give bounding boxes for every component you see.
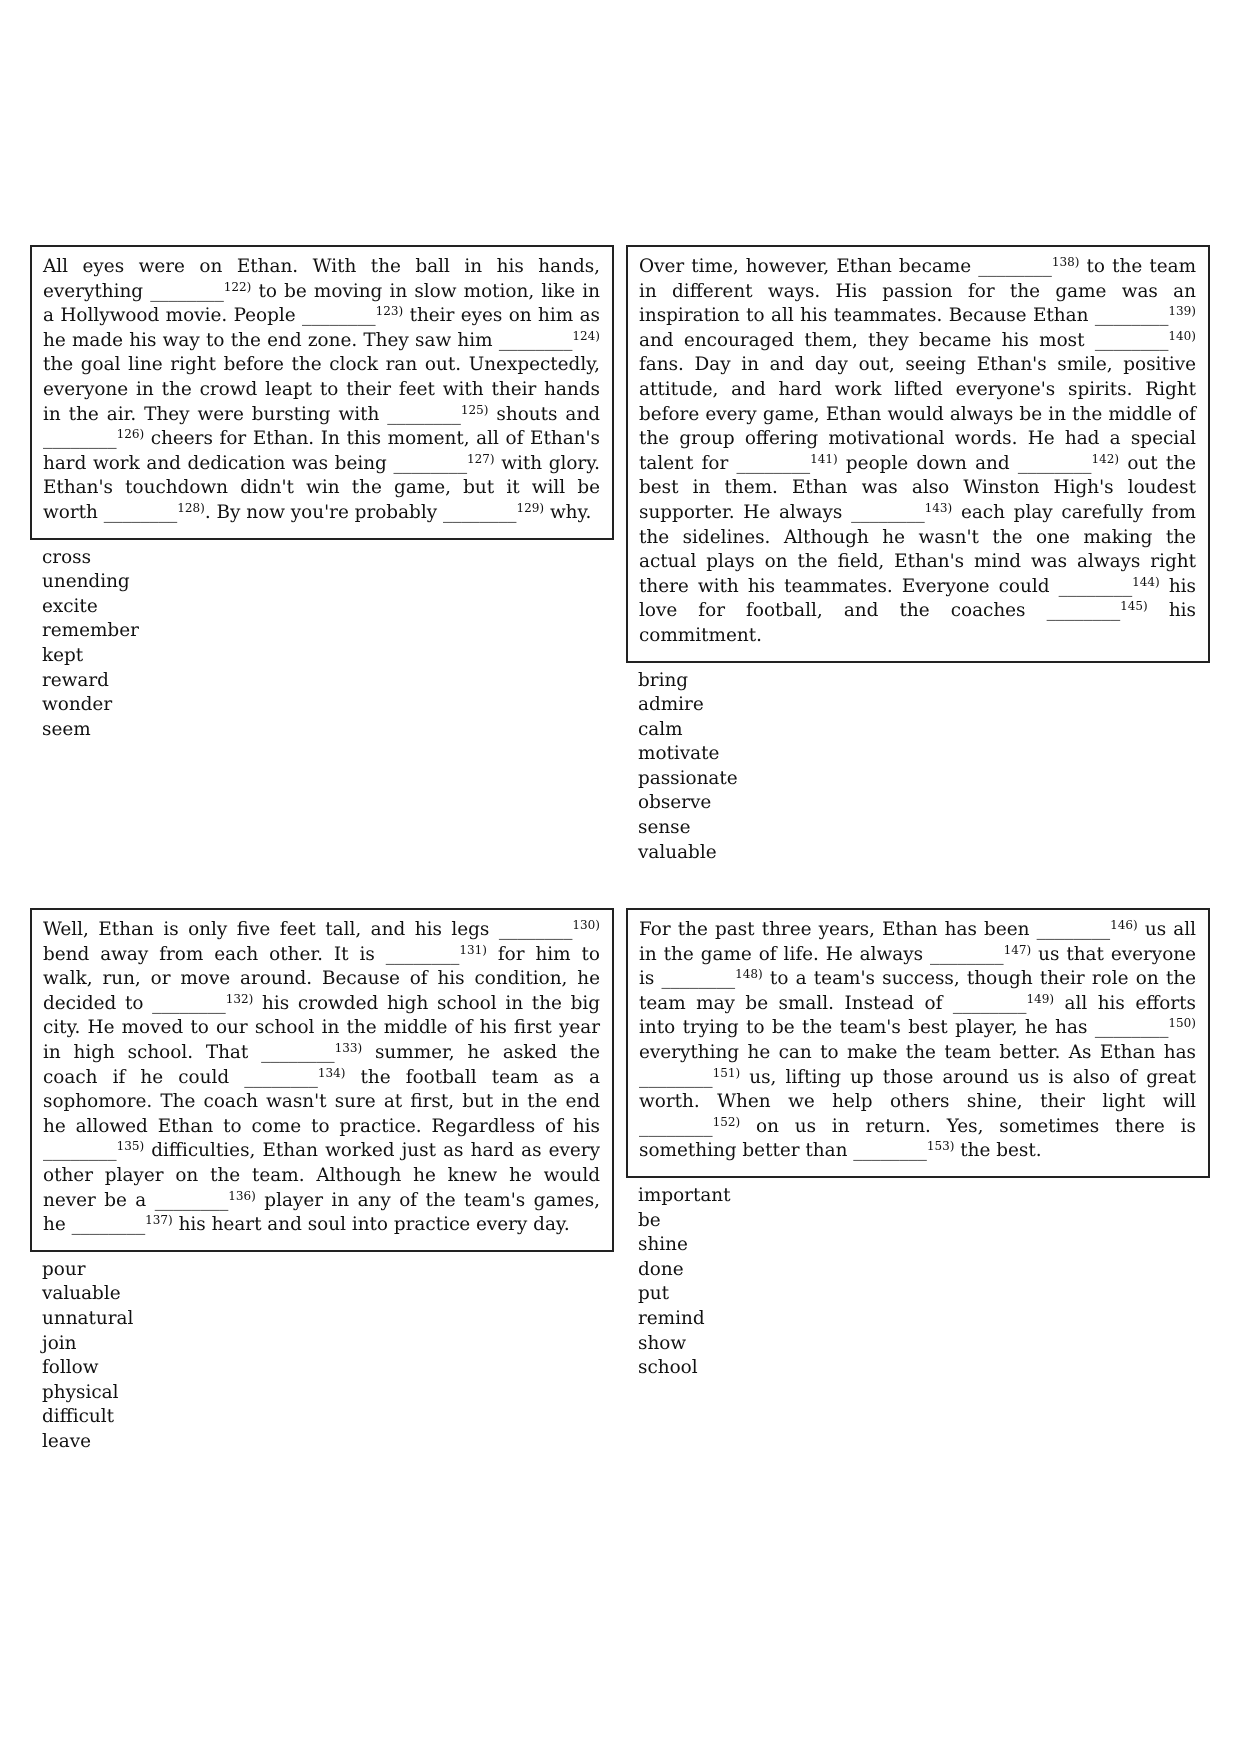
answer-blank	[930, 944, 1031, 965]
word-bank-item: unending	[42, 571, 130, 593]
blank-line: ________	[261, 1041, 335, 1063]
question-number: 123)	[375, 304, 404, 319]
answer-blank	[72, 1214, 173, 1235]
answer-blank	[302, 305, 403, 326]
answer-blank	[155, 1190, 256, 1211]
question-number: 150)	[1168, 1016, 1196, 1031]
word-bank-item: admire	[638, 694, 704, 716]
word-bank-item: school	[638, 1357, 698, 1379]
passage-text-segment: the football team as a sophomore. The coach wasn't sure at first, but in the end he allowed Ethan to come to practice. Regardless of his	[43, 1066, 601, 1137]
question-number: 128)	[177, 500, 205, 515]
question-number: 132)	[225, 991, 254, 1006]
passage-text-segment: fans. Day in and day out, seeing Ethan's smile, positive attitude, and hard work lifted everyone's spirits. Right before every game, Ethan would always be in the middle of the group offering motivational words. He had a special talent for	[639, 354, 1196, 474]
question-number: 122)	[223, 279, 252, 294]
passage-block-3	[30, 908, 614, 1454]
word-bank-item: sense	[638, 817, 691, 839]
word-bank	[30, 540, 614, 743]
word-bank-item: remind	[638, 1307, 705, 1329]
passage-text-segment: for him to walk, run, or move around. Because of his condition, he decided to	[43, 943, 600, 1014]
answer-blank	[261, 1042, 362, 1063]
question-number: 146)	[1110, 918, 1138, 932]
word-bank-item: cross	[42, 546, 92, 568]
passage-text-segment: his love for football, and the coaches	[639, 575, 1196, 622]
passage-text-segment: everything he can to make the team better. As Ethan has	[639, 1041, 1196, 1063]
question-number: 124)	[572, 328, 600, 343]
word-bank-item: follow	[42, 1357, 99, 1379]
answer-blank	[104, 502, 205, 523]
passage-box	[626, 908, 1210, 1178]
question-number: 141)	[810, 451, 838, 466]
passage-text-segment: Over time, however, Ethan became	[639, 256, 979, 277]
answer-blank	[1037, 919, 1138, 940]
question-number: 131)	[459, 942, 487, 957]
word-bank-item: done	[638, 1258, 684, 1280]
passage-text-segment: people down and	[837, 452, 1018, 474]
passage-text	[639, 918, 1196, 1164]
passage-text-segment: why.	[544, 501, 592, 523]
blank-line: ________	[498, 919, 573, 940]
passage-text-segment: summer, he asked the coach if he could	[43, 1041, 600, 1088]
passage-block-1	[30, 245, 614, 742]
question-number: 130)	[572, 918, 600, 932]
blank-line: ________	[498, 329, 573, 351]
passage-text-segment: to be moving in slow motion, like in a Hollywood movie. People	[43, 280, 600, 327]
question-number: 136)	[228, 1188, 256, 1203]
blank-line: ________	[385, 943, 460, 965]
question-number: 135)	[116, 1139, 145, 1154]
answer-blank	[150, 281, 251, 302]
answer-blank	[1095, 1017, 1196, 1038]
word-bank-item: leave	[42, 1430, 92, 1452]
question-number: 148)	[735, 967, 763, 982]
question-number: 140)	[1168, 328, 1196, 343]
answer-blank	[387, 404, 488, 425]
answer-blank	[43, 428, 144, 449]
question-number: 125)	[460, 402, 489, 417]
blank-line: ________	[1058, 575, 1133, 597]
passage-text	[639, 255, 1196, 649]
passage-text-segment: All eyes were on Ethan. With the ball in his hands, everything	[43, 256, 600, 302]
word-bank-item: bring	[638, 669, 689, 691]
passage-box	[626, 245, 1210, 663]
answer-blank	[853, 1140, 954, 1161]
answer-blank	[639, 1067, 740, 1088]
blank-line: ________	[661, 968, 736, 990]
passage-text-segment: to a team's success, though their role on the team may be small. Instead of	[639, 968, 1196, 1014]
word-bank	[626, 663, 1210, 866]
question-number: 147)	[1003, 942, 1032, 957]
passage-text	[43, 918, 600, 1238]
passage-text-segment: his heart and soul into practice every day.	[172, 1214, 570, 1236]
question-number: 133)	[334, 1040, 363, 1055]
question-number: 127)	[467, 451, 495, 466]
blank-line: ________	[1046, 600, 1121, 622]
blank-line: ________	[302, 305, 376, 327]
word-bank-item: unnatural	[42, 1307, 134, 1329]
word-bank-item: valuable	[42, 1283, 121, 1305]
passage-text-segment: his crowded high school in the big city. He moved to our school in the middle of his first year in high school. That	[43, 992, 601, 1063]
word-bank	[30, 1252, 614, 1455]
word-bank-item: pour	[42, 1258, 86, 1280]
passage-text-segment: the best.	[954, 1140, 1042, 1162]
word-bank-item: motivate	[638, 743, 720, 765]
answer-blank	[152, 993, 253, 1014]
answer-blank	[639, 1116, 740, 1137]
blank-line: ________	[43, 1140, 117, 1162]
question-number: 153)	[926, 1139, 955, 1154]
passage-text-segment: bend away from each other. It is	[43, 943, 386, 965]
passage-box	[30, 908, 614, 1252]
passage-text-segment: . By now you're probably	[204, 501, 443, 523]
question-number: 134)	[317, 1065, 346, 1080]
blank-line: ________	[387, 403, 461, 425]
word-bank-item: calm	[638, 718, 683, 740]
question-number: 143)	[924, 500, 953, 515]
blank-line: ________	[152, 992, 226, 1014]
blank-line: ________	[639, 1066, 713, 1088]
answer-blank	[737, 453, 838, 474]
passage-text-segment: with glory. Ethan's touchdown didn't win the game, but it will be worth	[43, 452, 601, 523]
question-number: 152)	[712, 1114, 741, 1129]
blank-line: ________	[1094, 1017, 1169, 1039]
word-bank-item: observe	[638, 792, 712, 814]
passage-text-segment: difficulties, Ethan worked just as hard as every other player on the team. Although he knew he would never be a	[43, 1140, 600, 1211]
blank-line: ________	[71, 1214, 146, 1236]
blank-line: ________	[43, 428, 117, 450]
answer-blank	[1047, 600, 1148, 621]
passage-text-segment: For the past three years, Ethan has been	[639, 919, 1037, 940]
word-bank-item: shine	[638, 1234, 688, 1256]
passage-block-4	[626, 908, 1210, 1381]
blank-line: ________	[154, 1189, 229, 1211]
passage-text-segment: and encouraged them, they became his most	[639, 329, 1095, 351]
word-bank-item: valuable	[638, 841, 717, 863]
word-bank-item: show	[638, 1332, 687, 1354]
blank-line: ________	[1017, 452, 1092, 474]
passage-block-2	[626, 245, 1210, 865]
passage-text-segment: us that everyone is	[639, 943, 1196, 990]
passage-box	[30, 245, 614, 540]
blank-line: ________	[853, 1140, 927, 1162]
word-bank-item: join	[42, 1332, 77, 1354]
blank-line: ________	[639, 1115, 713, 1137]
answer-blank	[43, 1140, 144, 1161]
blank-line: ________	[851, 501, 925, 523]
blank-line: ________	[1094, 305, 1169, 327]
blank-line: ________	[244, 1066, 318, 1088]
word-bank-item: kept	[42, 644, 84, 666]
passage-text-segment: player in any of the team's games, he	[43, 1189, 601, 1236]
word-bank-item: remember	[42, 620, 139, 642]
blank-line: ________	[442, 501, 517, 523]
passage-text-segment: each play carefully from the sidelines. Although he wasn't the one making the actual plays on the field, Ethan's mind was always right there with his teammates. Everyone could	[639, 501, 1196, 597]
passage-text-segment: all his efforts into trying to be the team's best player, he has	[639, 992, 1196, 1039]
word-bank-item: important	[638, 1184, 731, 1206]
passage-text-segment: Well, Ethan is only five feet tall, and his legs	[43, 919, 499, 940]
passage-text-segment: his commitment.	[639, 600, 1196, 646]
blank-line: ________	[103, 501, 178, 523]
answer-blank	[1095, 305, 1196, 326]
answer-blank	[499, 919, 600, 940]
blank-line: ________	[1094, 329, 1169, 351]
question-number: 138)	[1051, 255, 1080, 269]
word-bank-item: difficult	[42, 1406, 115, 1428]
passage-text-segment: out the best in them. Ethan was also Winston High's loudest supporter. He always	[639, 452, 1196, 523]
answer-blank	[386, 944, 487, 965]
answer-blank	[1018, 453, 1119, 474]
answer-blank	[443, 502, 544, 523]
blank-line: ________	[1036, 919, 1111, 940]
blank-line: ________	[930, 943, 1004, 965]
answer-blank	[1059, 576, 1160, 597]
question-number: 137)	[145, 1213, 173, 1228]
answer-blank	[244, 1067, 345, 1088]
word-bank-item: wonder	[42, 694, 113, 716]
answer-blank	[499, 330, 600, 351]
word-bank-item: be	[638, 1209, 661, 1231]
word-bank-item: passionate	[638, 767, 738, 789]
passage-text-segment: shouts and	[488, 403, 600, 425]
word-bank-item: physical	[42, 1381, 119, 1403]
word-bank-item: put	[638, 1283, 670, 1305]
blank-line: ________	[978, 256, 1052, 277]
blank-line: ________	[150, 280, 224, 302]
answer-blank	[1095, 330, 1196, 351]
word-bank-item: reward	[42, 669, 109, 691]
passage-text-segment: us, lifting up those around us is also of great worth. When we help others shine, their light will	[639, 1066, 1196, 1113]
answer-blank	[393, 453, 494, 474]
blank-line: ________	[393, 452, 468, 474]
passage-text-segment: to the team in different ways. His passion for the game was an inspiration to all his teammates. Because Ethan	[639, 256, 1197, 327]
passage-text-segment: the goal line right before the clock ran out. Unexpectedly, everyone in the crowd leapt to their feet with their hands in the air. They were bursting with	[43, 354, 600, 425]
word-bank	[626, 1178, 1210, 1381]
passage-text-segment: their eyes on him as he made his way to the end zone. They saw him	[43, 305, 600, 351]
question-number: 149)	[1026, 991, 1055, 1006]
question-number: 145)	[1120, 599, 1148, 614]
answer-blank	[662, 968, 763, 989]
passage-text-segment: on us in return. Yes, sometimes there is something better than	[639, 1115, 1196, 1162]
answer-blank	[851, 502, 952, 523]
passage-text-segment: cheers for Ethan. In this moment, all of Ethan's hard work and dedication was being	[43, 428, 600, 474]
question-number: 129)	[516, 500, 545, 515]
passage-text-segment: us all in the game of life. He always	[639, 919, 1196, 965]
question-number: 151)	[712, 1065, 741, 1080]
question-number: 142)	[1091, 451, 1120, 466]
word-bank-item: seem	[42, 718, 91, 740]
question-number: 139)	[1168, 304, 1196, 319]
question-number: 126)	[116, 427, 145, 442]
blank-line: ________	[736, 452, 811, 474]
blank-line: ________	[952, 992, 1027, 1014]
word-bank-item: excite	[42, 595, 98, 617]
answer-blank	[953, 993, 1054, 1014]
passage-text	[43, 255, 600, 526]
question-number: 144)	[1132, 574, 1160, 589]
answer-blank	[978, 256, 1079, 277]
